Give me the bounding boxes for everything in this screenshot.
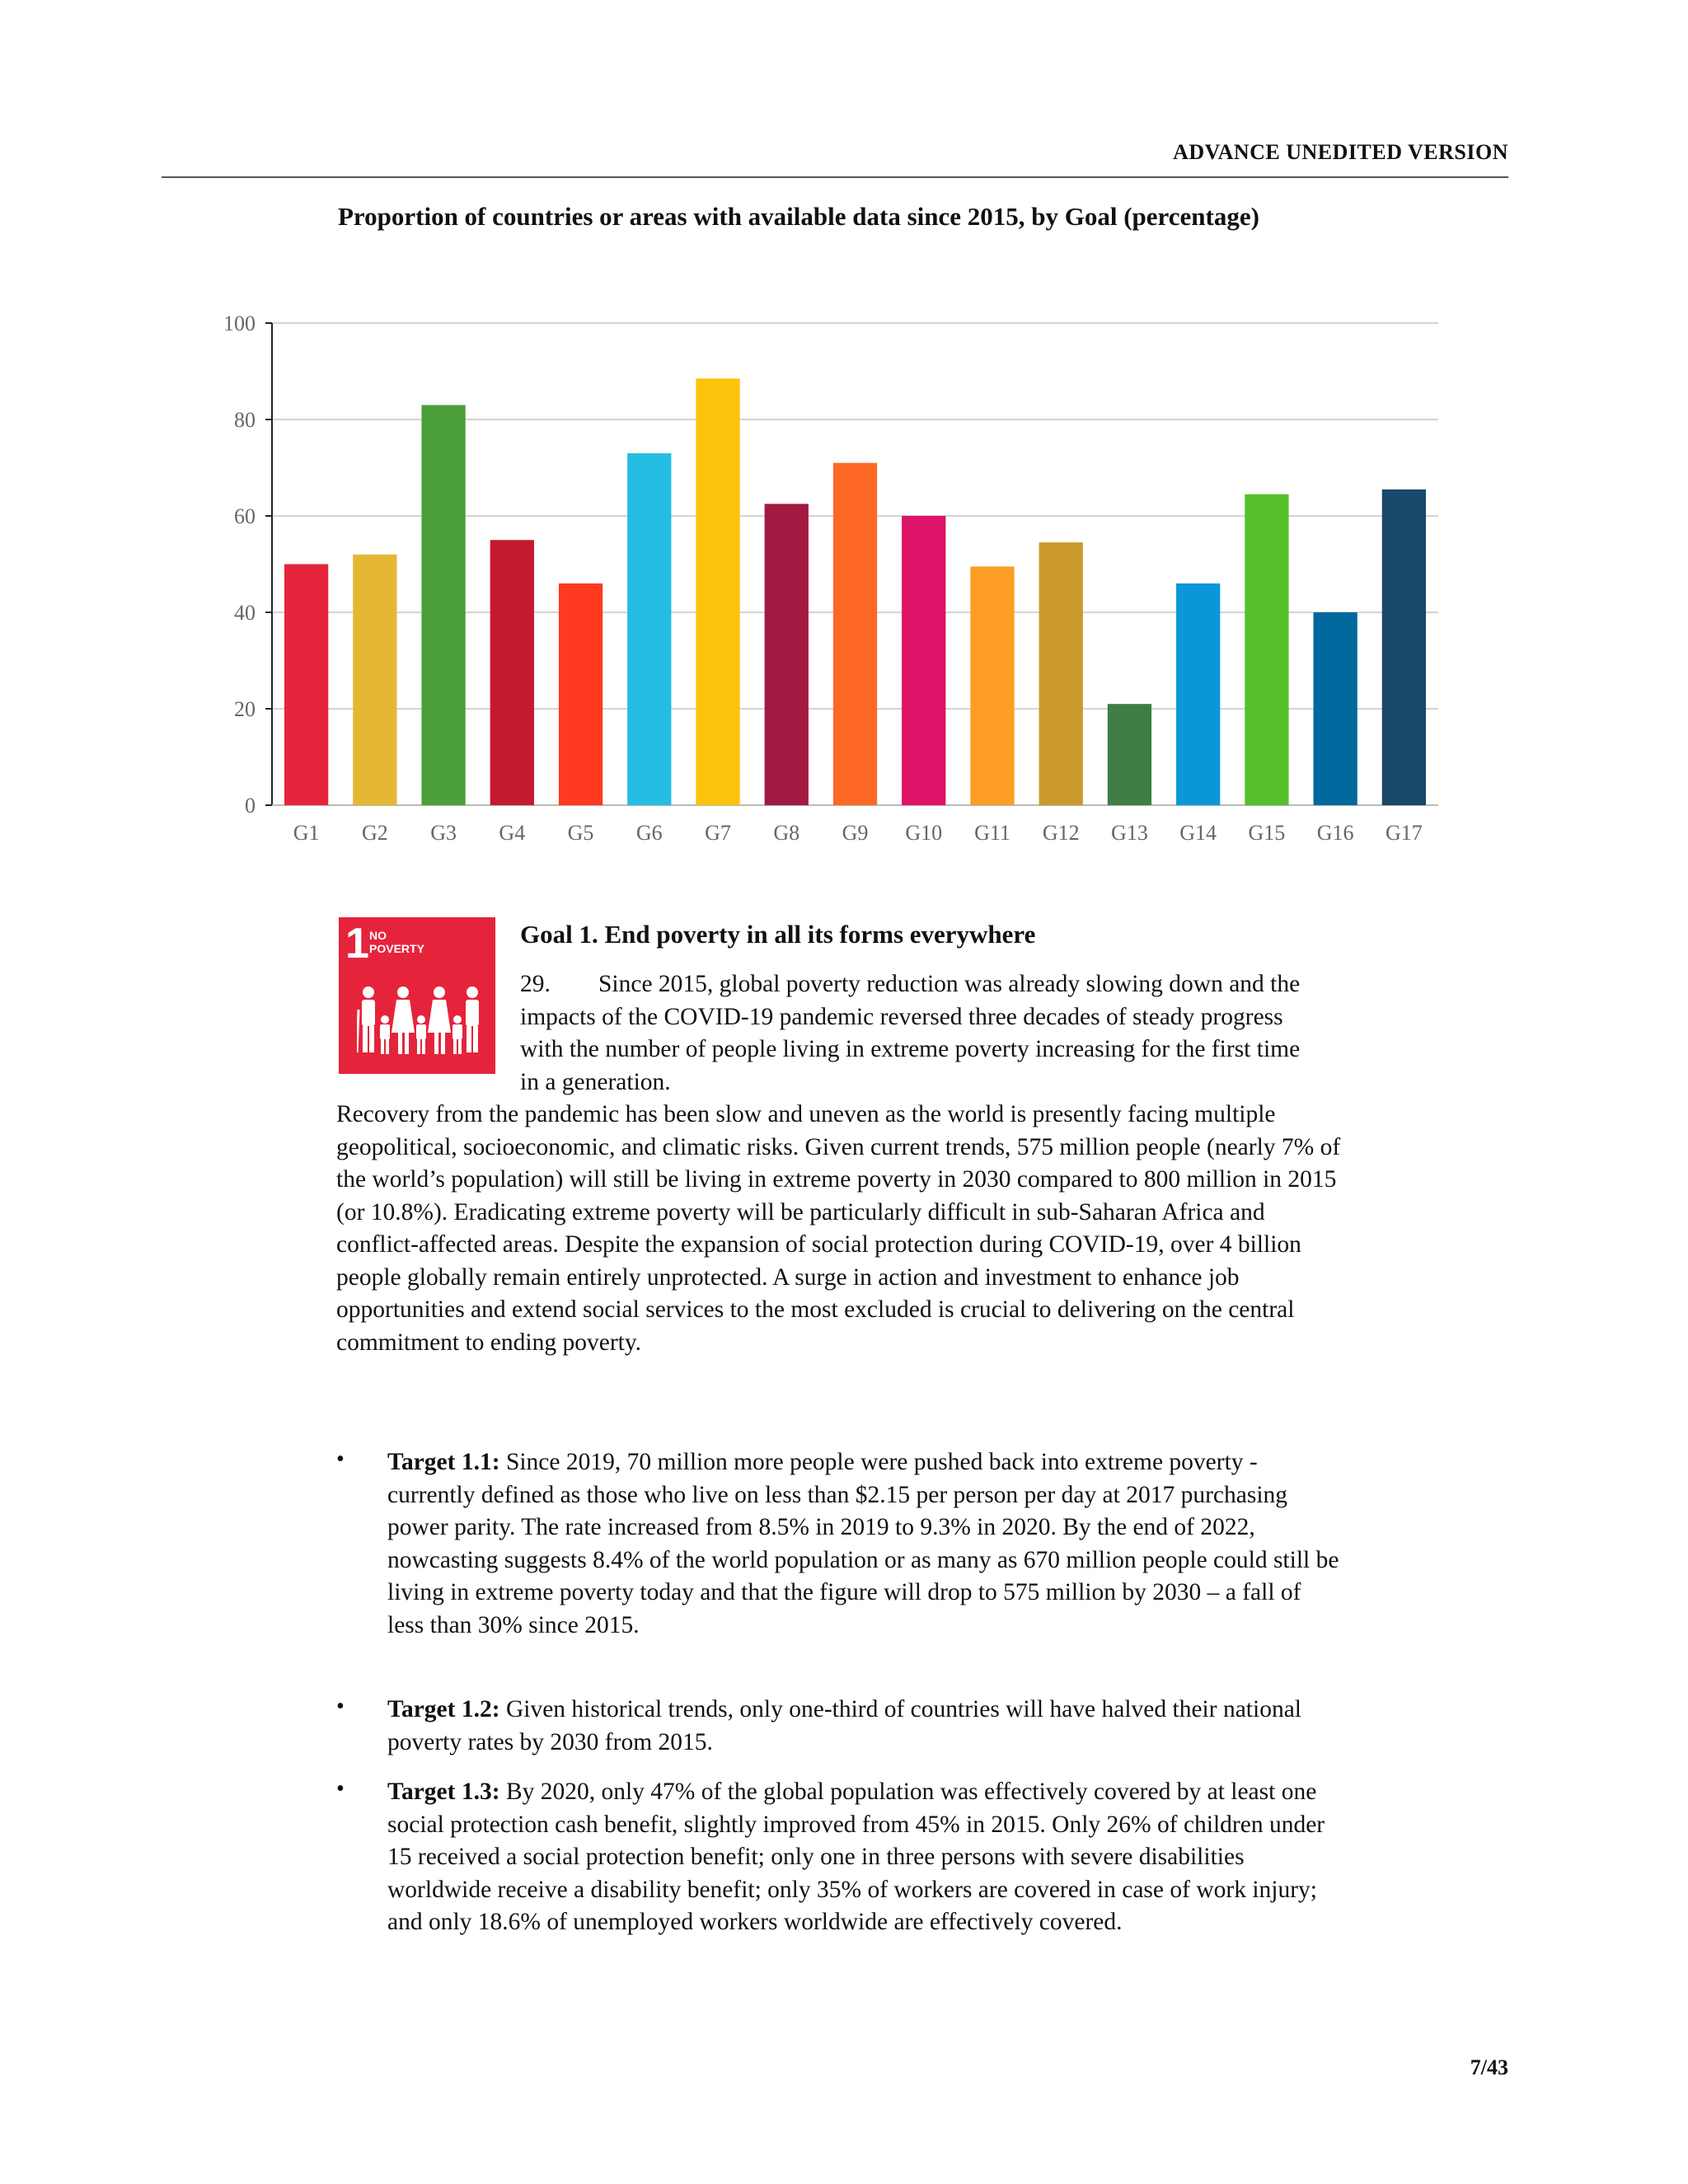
x-tick-label: G13 [1111, 821, 1148, 845]
x-tick-label: G2 [361, 821, 388, 845]
target-label: Target 1.1: [387, 1449, 500, 1475]
x-tick-label: G15 [1248, 821, 1286, 845]
x-tick-label: G10 [905, 821, 943, 845]
x-tick-label: G14 [1179, 821, 1217, 845]
paragraph-29-start [520, 968, 1303, 1099]
x-tick-label: G12 [1042, 821, 1080, 845]
x-tick-label: G8 [773, 821, 800, 845]
goal-icon-number: 1 [345, 920, 369, 968]
chart-title: Proportion of countries or areas with available data since 2015, by Goal (percentage) [338, 202, 1259, 231]
target-body: Given historical trends, only one-third of countries will have halved their national poverty rates by 2030 from 2015. [387, 1696, 1301, 1755]
bar-g9 [833, 463, 877, 805]
target-1-2-text [387, 1694, 1343, 1759]
target-label: Target 1.3: [387, 1779, 500, 1805]
sdg-goal-1-icon [339, 917, 495, 1074]
y-tick-label: 60 [234, 504, 256, 528]
bar-g3 [421, 405, 465, 805]
paragraph-number: 29. [520, 971, 551, 997]
y-tick-label: 40 [234, 601, 256, 625]
x-tick-label: G6 [635, 821, 663, 845]
header-label: ADVANCE UNEDITED VERSION [1173, 140, 1508, 164]
bar-g2 [353, 555, 396, 805]
bullet-icon: • [336, 1694, 345, 1719]
target-1-3-text [387, 1776, 1343, 1939]
chart-bars [284, 378, 1426, 805]
bar-chart [198, 307, 1451, 867]
paragraph-29-first-text: Since 2015, global poverty reduction was already slowing down and the impacts of the COVID-19 pandemic reversed three decades of steady progress with the number of people living in extreme poverty increasing for the first time in a generation. [520, 971, 1301, 1095]
bullet-icon: • [336, 1446, 345, 1472]
y-tick-label: 100 [223, 312, 256, 335]
x-tick-label: G1 [293, 821, 320, 845]
bar-g12 [1039, 542, 1083, 805]
y-tick-label: 20 [234, 697, 256, 721]
bullet-icon: • [336, 1776, 345, 1802]
bar-g13 [1108, 704, 1151, 805]
bar-g15 [1245, 494, 1288, 805]
paragraph-29-continued: Recovery from the pandemic has been slow and uneven as the world is presently facing multiple geopolitical, socioeconomic, and climatic risks. Given current trends, 575 million people (nearly 7% of the world’s population) will still be living in extreme poverty in 2030 compared to 800 million in 2015 (or 10.8%). Eradicating extreme poverty will be particularly difficult in sub-Saharan Africa and conflict-affected areas. Despite the expansion of social protection during COVID-19, over 4 billion people globally remain entirely unprotected. A surge in action and investment to enhance job opportunities and extend social services to the most excluded is crucial to delivering on the central commitment to ending poverty. [336, 1101, 1341, 1356]
x-tick-label: G5 [567, 821, 594, 845]
y-tick-label: 80 [234, 408, 256, 432]
bar-g14 [1176, 583, 1220, 805]
x-tick-label: G3 [430, 821, 457, 845]
target-label: Target 1.2: [387, 1696, 500, 1722]
goal-icon-label: NO POVERTY [369, 929, 424, 955]
x-tick-label: G9 [842, 821, 869, 845]
x-tick-label: G17 [1385, 821, 1423, 845]
bar-g11 [970, 566, 1014, 805]
chart-tick-labels [223, 312, 1423, 845]
x-tick-label: G11 [974, 821, 1010, 845]
goal-heading: Goal 1. End poverty in all its forms everywhere [520, 920, 1036, 949]
y-tick-label: 0 [245, 794, 256, 818]
target-body: Since 2019, 70 million more people were pushed back into extreme poverty - currently defined as those who live on less than $2.15 per person per day at 2017 purchasing power parity. The rate increased from 8.5% in 2019 to 9.3% in 2020. By the end of 2022, nowcasting suggests 8.4% of the world population or as many as 670 million people could still be living in extreme poverty today and that the figure will drop to 575 million by 2030 – a fall of less than 30% since 2015. [387, 1449, 1339, 1638]
bar-g16 [1314, 612, 1357, 805]
target-body: By 2020, only 47% of the global population was effectively covered by at least one social protection cash benefit, slightly improved from 45% in 2015. Only 26% of children under 15 received a social protection benefit; only one in three persons with severe disabilities worldwide receive a disability benefit; only 35% of workers are covered in case of work injury; and only 18.6% of unemployed workers worldwide are effectively covered. [387, 1779, 1325, 1935]
bar-g4 [490, 540, 534, 805]
x-tick-label: G7 [705, 821, 731, 845]
family-icon [357, 985, 479, 1062]
target-1-1-text [387, 1446, 1343, 1642]
header-divider [162, 176, 1508, 178]
bar-g10 [902, 516, 945, 805]
bar-g8 [765, 504, 809, 805]
bar-g7 [696, 378, 739, 805]
bar-g1 [284, 565, 328, 806]
bar-g6 [627, 453, 671, 805]
x-tick-label: G16 [1316, 821, 1354, 845]
x-tick-label: G4 [499, 821, 526, 845]
bar-g5 [559, 583, 603, 805]
page-number: 7/43 [1470, 2055, 1508, 2079]
bar-g17 [1382, 490, 1426, 805]
